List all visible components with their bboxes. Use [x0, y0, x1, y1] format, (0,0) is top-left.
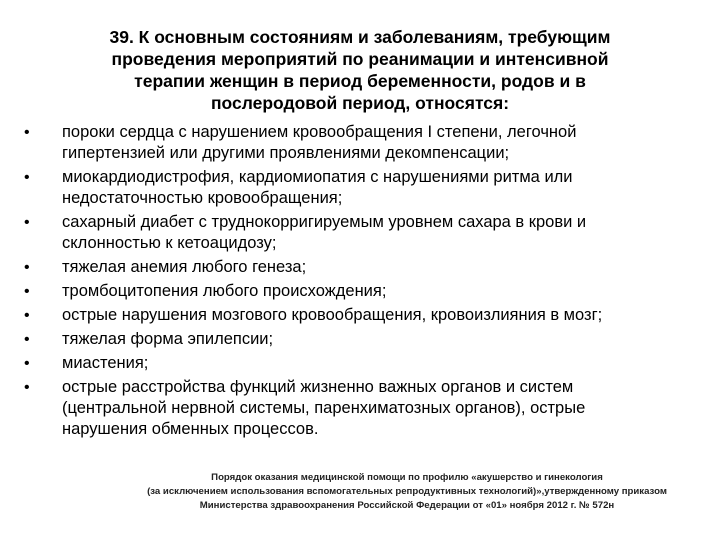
title-line: 39. К основным состояниям и заболеваниям, требующим [109, 27, 611, 47]
list-item-line: миокардиодистрофия, кардиомиопатия с нарушениями ритма или [62, 168, 573, 186]
source-footnote [112, 471, 702, 513]
list-item [24, 257, 714, 278]
footnote-line: (за исключением использования вспомогательных репродуктивных технологий)»,утвержденному приказом [147, 486, 667, 497]
list-item [24, 377, 714, 440]
slide-title [60, 26, 660, 114]
list-item-line: пороки сердца с нарушением кровообращения I степени, легочной [62, 123, 577, 141]
bullet-icon: • [24, 355, 30, 372]
bullet-icon: • [24, 259, 30, 276]
list-item-line: тяжелая анемия любого генеза; [62, 258, 307, 276]
list-item-line: недостаточностью кровообращения; [62, 189, 343, 207]
bullet-icon: • [24, 307, 30, 324]
footnote-line: Министерства здравоохранения Российской Федерации от «01» ноября 2012 г. № 572н [199, 500, 615, 511]
bullet-icon: • [24, 283, 30, 300]
footnote-line: Порядок оказания медицинской помощи по профилю «акушерство и гинекология [211, 472, 603, 483]
list-item-line: склонностью к кетоацидозу; [62, 234, 277, 252]
list-item [24, 281, 714, 302]
title-line: проведения мероприятий по реанимации и интенсивной [111, 49, 609, 69]
list-item-line: нарушения обменных процессов. [62, 420, 319, 438]
bullet-icon: • [24, 124, 30, 141]
bullet-icon: • [24, 379, 30, 396]
bullet-icon: • [24, 214, 30, 231]
list-item-line: острые расстройства функций жизненно важных органов и систем [62, 378, 574, 396]
list-item-line: сахарный диабет с труднокорригируемым уровнем сахара в крови и [62, 213, 587, 231]
bullet-icon: • [24, 331, 30, 348]
list-item [24, 167, 714, 209]
list-item-line: миастения; [62, 354, 149, 372]
title-line: терапии женщин в период беременности, родов и в [134, 71, 586, 91]
list-item [24, 212, 714, 254]
list-item [24, 329, 714, 350]
list-item [24, 122, 714, 164]
bullet-icon: • [24, 169, 30, 186]
conditions-list [24, 122, 714, 443]
list-item [24, 305, 714, 326]
list-item [24, 353, 714, 374]
list-item-line: гипертензией или другими проявлениями декомпенсации; [62, 144, 510, 162]
list-item-line: острые нарушения мозгового кровообращения, кровоизлияния в мозг; [62, 306, 603, 324]
title-line: послеродовой период, относятся: [210, 93, 510, 113]
list-item-line: тяжелая форма эпилепсии; [62, 330, 274, 348]
list-item-line: тромбоцитопения любого происхождения; [62, 282, 387, 300]
list-item-line: (центральной нервной системы, паренхиматозных органов), острые [62, 399, 586, 417]
